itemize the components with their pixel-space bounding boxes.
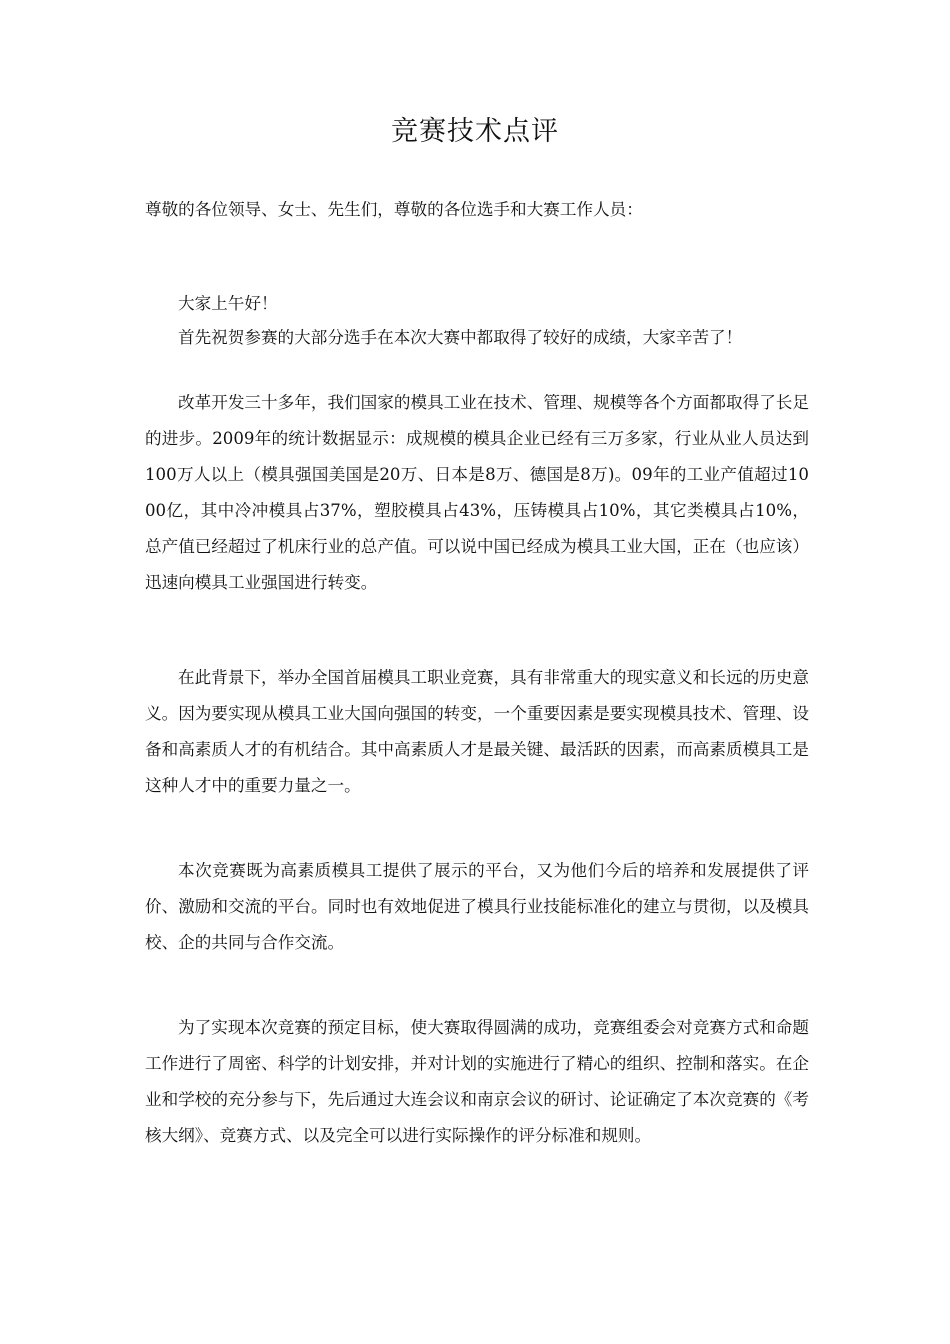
body-paragraph: 改革开发三十多年，我们国家的模具工业在技术、管理、规模等各个方面都取得了长足的进步。2009年的统计数据显示：成规模的模具企业已经有三万多家，行业从业人员达到100万人以上（模具强国美国是20万、日本是8万、德国是8万)。09年的工业产值超过1000亿，其中冷冲模具占37%，塑胶模具占43%，压铸模具占10%，其它类模具占10%，总产值已经超过了机床行业的总产值。可以说中国已经成为模具工业大国，正在（也应该）迅速向模具工业强国进行转变。: [145, 393, 809, 592]
body-paragraph: 本次竞赛既为高素质模具工提供了展示的平台，又为他们今后的培养和发展提供了评价、激励和交流的平台。同时也有效地促进了模具行业技能标准化的建立与贯彻，以及模具校、企的共同与合作交流。: [145, 861, 809, 952]
salutation-paragraph: 尊敬的各位领导、女士、先生们，尊敬的各位选手和大赛工作人员：: [145, 200, 643, 219]
document-title: 竞赛技术点评: [391, 116, 559, 147]
body-paragraph: 在此背景下，举办全国首届模具工职业竞赛，具有非常重大的现实意义和长远的历史意义。因为要实现从模具工业大国向强国的转变，一个重要因素是要实现模具技术、管理、设备和高素质人才的有机结合。其中高素质人才是最关键、最活跃的因素，而高素质模具工是这种人才中的重要力量之一。: [145, 668, 809, 795]
body-paragraph: 为了实现本次竞赛的预定目标，使大赛取得圆满的成功，竞赛组委会对竞赛方式和命题工作进行了周密、科学的计划安排，并对计划的实施进行了精心的组织、控制和落实。在企业和学校的充分参与下，先后通过大连会议和南京会议的研讨、论证确定了本次竞赛的《考核大纲》、竞赛方式、以及完全可以进行实际操作的评分标准和规则。: [145, 1018, 809, 1145]
body-paragraph: 首先祝贺参赛的大部分选手在本次大赛中都取得了较好的成绩，大家辛苦了！: [178, 328, 743, 347]
greeting-paragraph: 大家上午好！: [178, 294, 278, 313]
